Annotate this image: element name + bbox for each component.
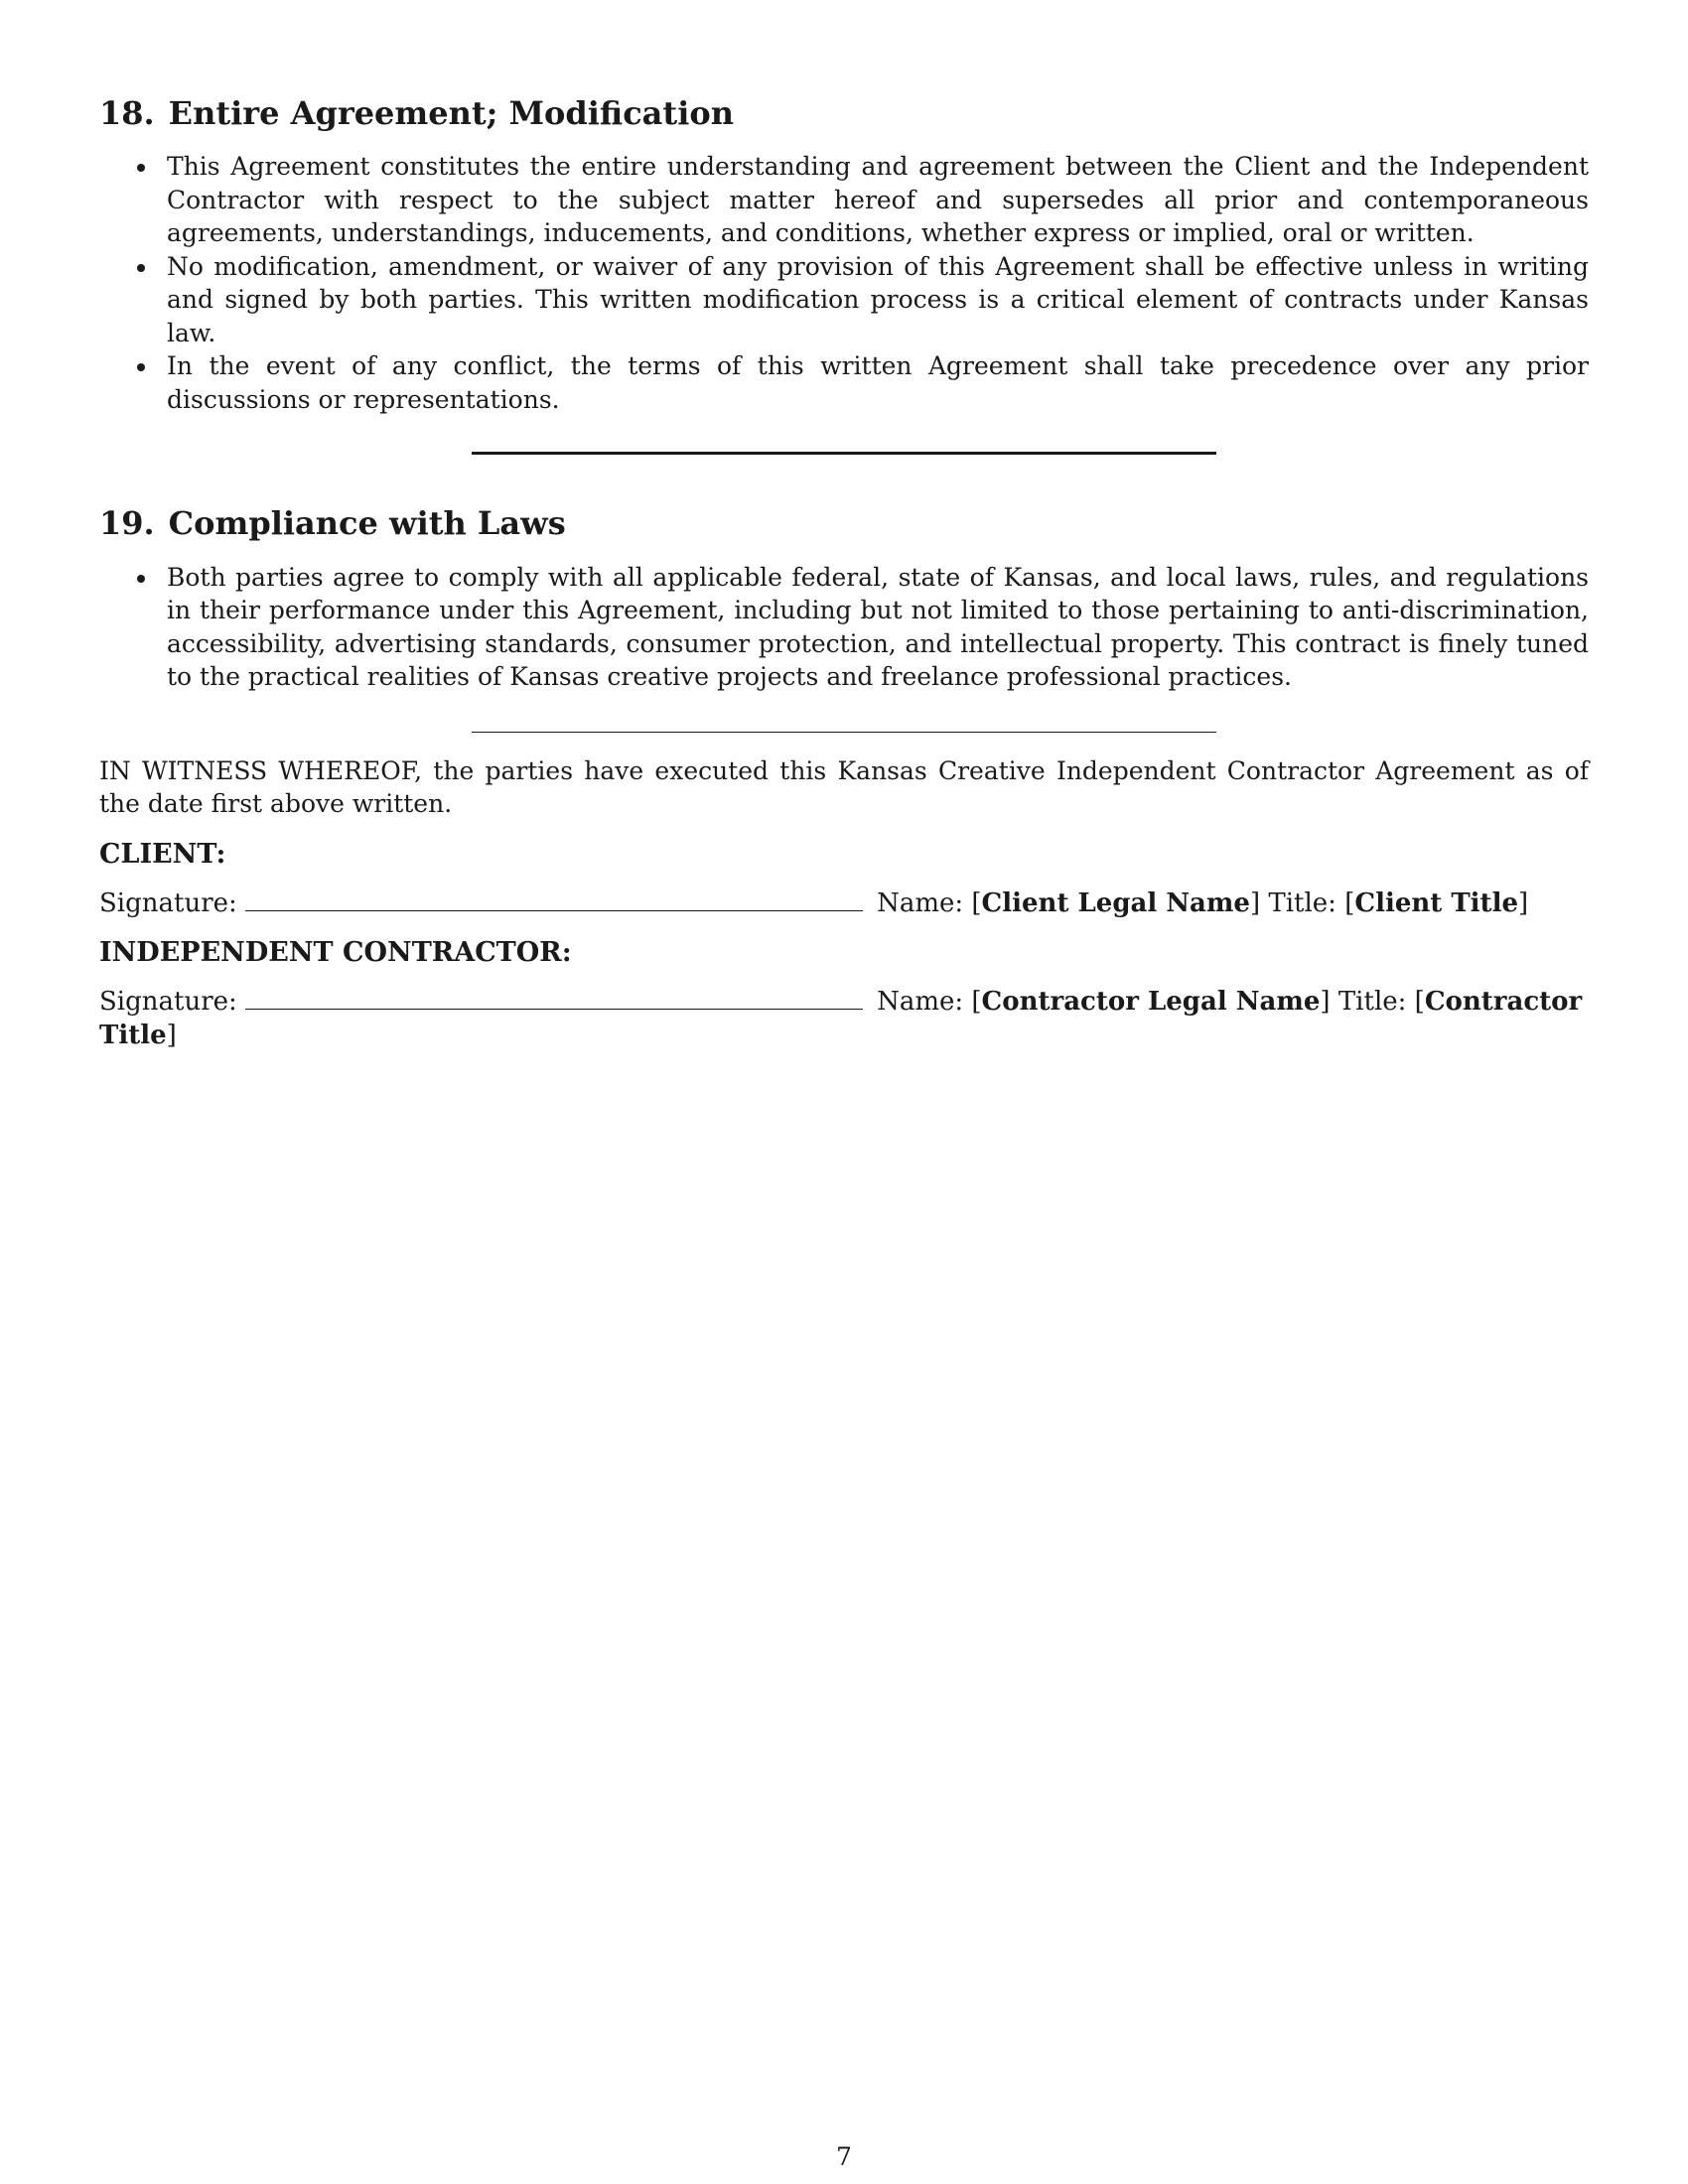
contractor-label: INDEPENDENT CONTRACTOR:	[99, 936, 572, 968]
client-title-value: Client Title	[1354, 888, 1518, 919]
section-18	[99, 94, 1589, 416]
section-19	[99, 504, 1589, 693]
list-item: Both parties agree to comply with all applicable federal, state of Kansas, and local laws, rules, and regulations in their performance under this Agreement, including but not limited to those pertaining to anti-discrimination, accessibility, advertising standards, consumer protection, and intellectual property. This contract is finely tuned to the practical realities of Kansas creative projects and freelance professional practices.	[167, 561, 1589, 694]
client-signature-line: Signature: Name: [Client Legal Name] Title: [Client Title]	[99, 885, 1589, 921]
list-item: This Agreement constitutes the entire understanding and agreement between the Client and the Independent Contractor with respect to the subject matter hereof and supersedes all prior and contemporaneous agreements, understandings, inducements, and conditions, whether express or implied, oral or written.	[167, 150, 1589, 250]
contractor-signature-field[interactable]	[245, 983, 863, 1010]
section-divider	[472, 452, 1216, 455]
document-page	[99, 94, 1589, 1052]
section-heading: 18. Entire Agreement; Modification	[99, 94, 734, 132]
list-item: No modification, amendment, or waiver of any provision of this Agreement shall be effective unless in writing and signed by both parties. This written modification process is a critical element of contracts under Kansas law.	[167, 250, 1589, 350]
client-signature-field[interactable]	[245, 885, 863, 911]
contractor-name-value: Contractor Legal Name	[981, 987, 1321, 1018]
contractor-signature-line: Signature: Name: [Contractor Legal Name] Title: [Contractor Title]	[99, 983, 1589, 1052]
page-number: 7	[836, 2142, 852, 2171]
client-label: CLIENT:	[99, 838, 226, 870]
section-divider	[472, 732, 1216, 733]
section-heading: 19. Compliance with Laws	[99, 504, 566, 543]
list-item: In the event of any conflict, the terms of this written Agreement shall take precedence over any prior discussions or representations.	[167, 349, 1589, 416]
bullet-list	[99, 561, 1589, 694]
contractor-title-value: Contractor Title	[99, 987, 1583, 1050]
client-name-value: Client Legal Name	[981, 888, 1250, 919]
witness-statement: IN WITNESS WHEREOF, the parties have executed this Kansas Creative Independent Contractor Agreement as of the date first above written.	[99, 755, 1589, 819]
bullet-list	[99, 150, 1589, 416]
